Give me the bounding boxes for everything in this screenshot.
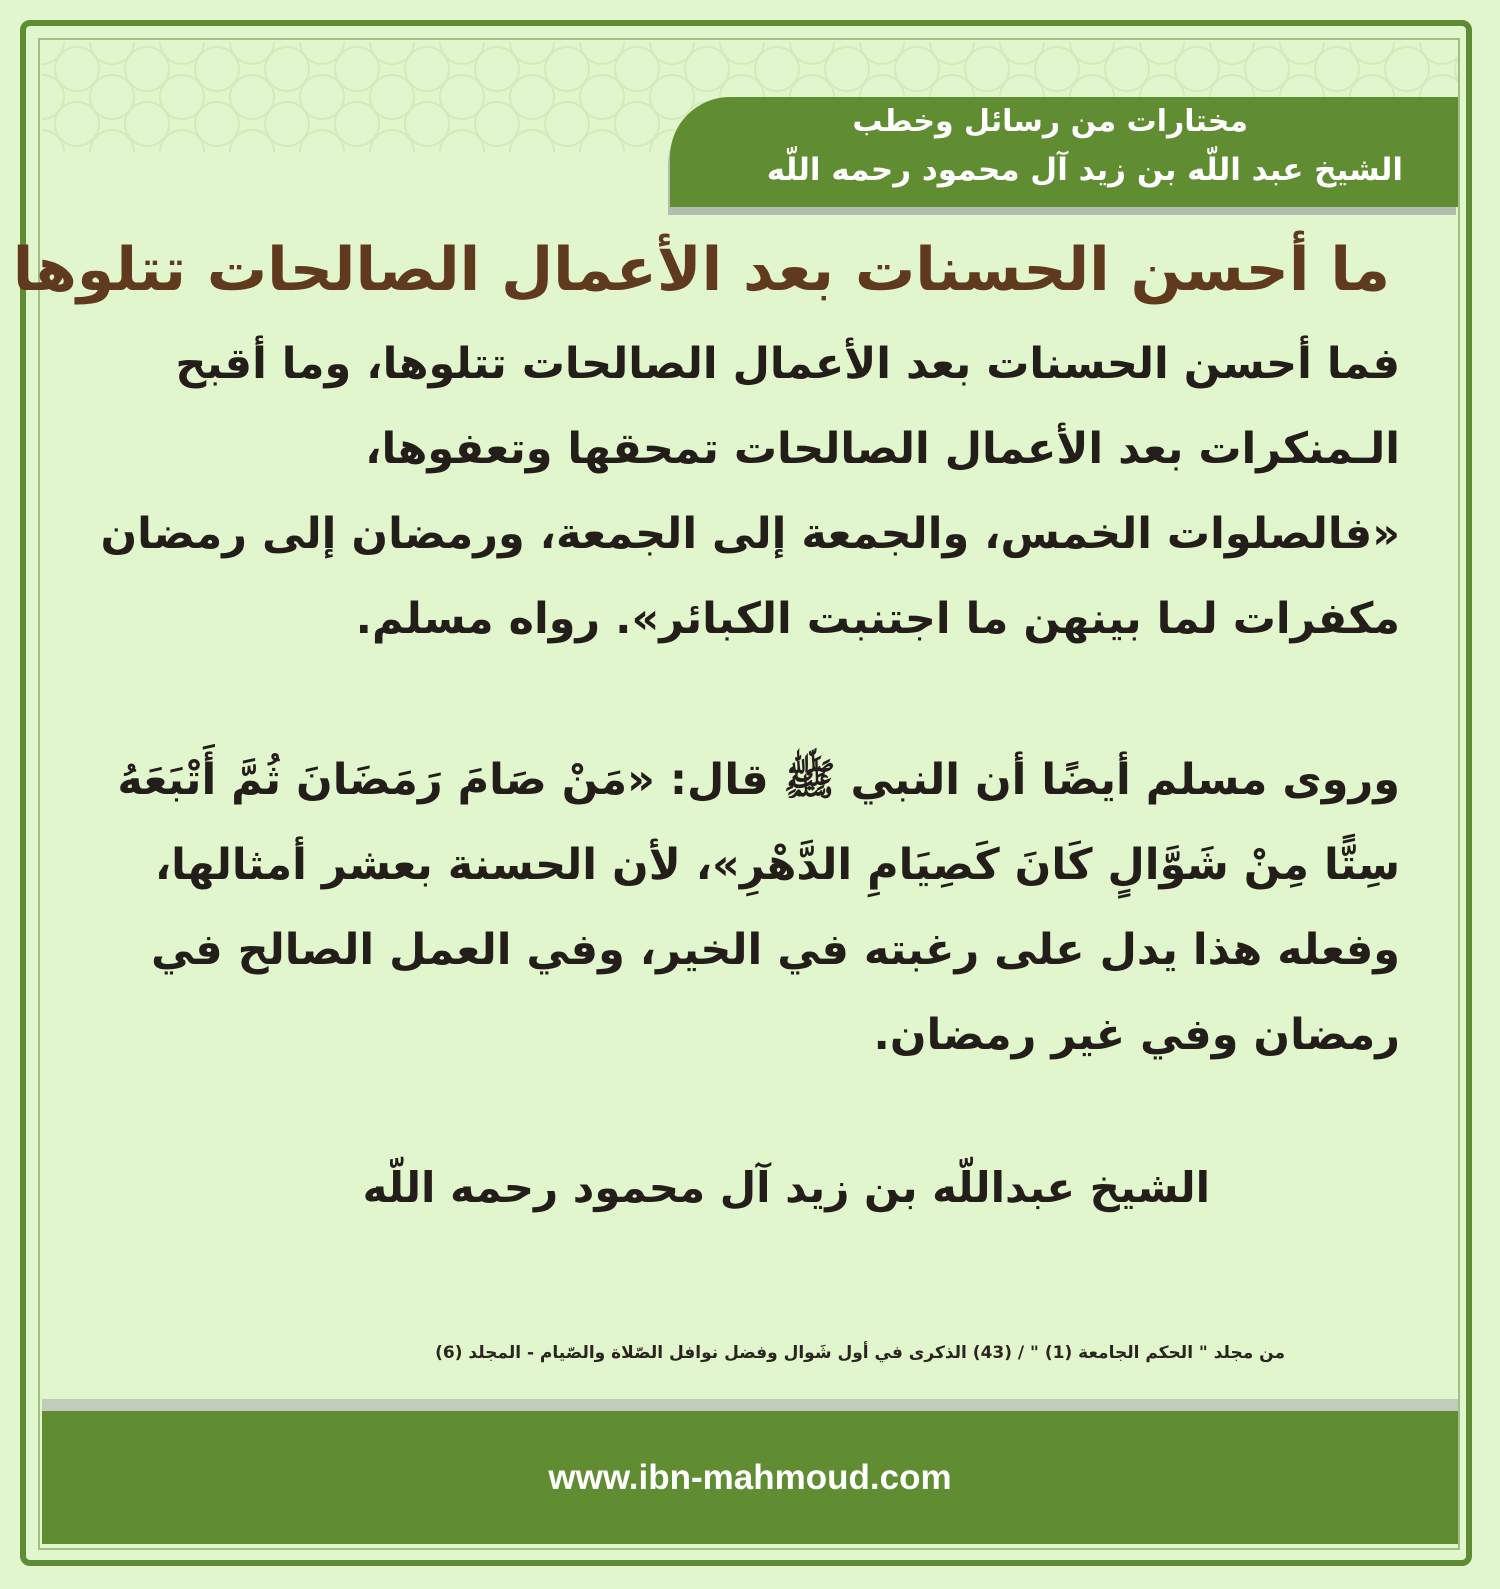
paragraph-line: سِتًّا مِنْ شَوَّالٍ كَانَ كَصِيَامِ الدَّهْرِ»، لأن الحسنة بعشر أمثالها، <box>154 840 1400 890</box>
website-url: www.ibn-mahmoud.com <box>548 1458 952 1497</box>
header-author: الشيخ عبد اللّه بن زيد آل محمود رحمه اللّه <box>766 152 1403 188</box>
header-banner <box>670 97 1458 207</box>
source-citation: من مجلد " الحكم الجامعة (1) " / (43) الذكرى في أول شَوال وفضل نوافل الصّلاة والصّيام - المجلد (6) <box>435 1343 1285 1363</box>
page-title: ما أحسن الحسنات بعد الأعمال الصالحات تتلوها <box>12 235 1390 305</box>
paragraph-1 <box>100 322 1400 662</box>
paragraph-line: الـمنكرات بعد الأعمال الصالحات تمحقها وتعفوها، <box>365 424 1400 474</box>
paragraph-line: مكفرات لما بينهن ما اجتنبت الكبائر». رواه مسلم. <box>355 594 1400 644</box>
paragraph-line: وفعله هذا يدل على رغبته في الخير، وفي العمل الصالح في <box>150 925 1400 975</box>
paragraph-2 <box>110 738 1400 1078</box>
paragraph-line: «فالصلوات الخمس، والجمعة إلى الجمعة، ورمضان إلى رمضان <box>100 509 1400 559</box>
paragraph-line: رمضان وفي غير رمضان. <box>873 1010 1400 1060</box>
paragraph-line: وروى مسلم أيضًا أن النبي ﷺ قال: «مَنْ صَامَ رَمَضَانَ ثُمَّ أَتْبَعَهُ <box>117 755 1400 805</box>
signature: الشيخ عبداللّه بن زيد آل محمود رحمه اللّه <box>362 1163 1210 1212</box>
paragraph-line: فما أحسن الحسنات بعد الأعمال الصالحات تتلوها، وما أقبح <box>175 339 1400 389</box>
footer-bar <box>42 1411 1458 1544</box>
header-subtitle: مختارات من رسائل وخطب <box>852 104 1248 139</box>
